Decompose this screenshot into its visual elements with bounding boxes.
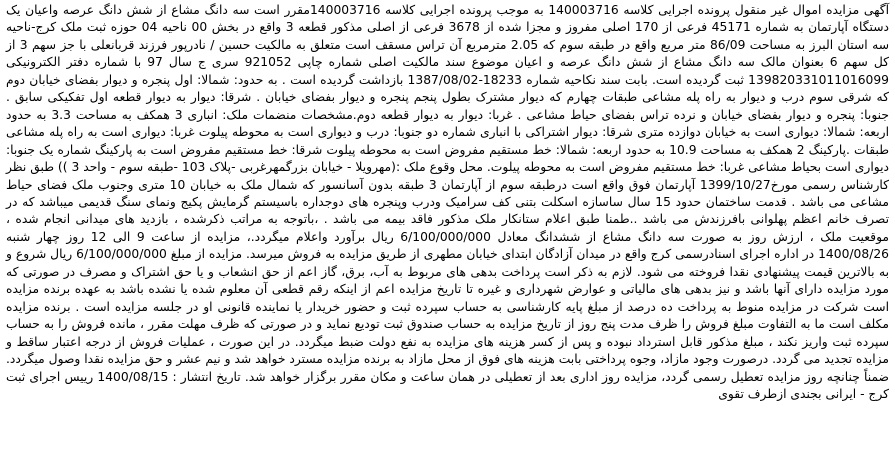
notice-body-text: آگهی مزایده اموال غیر منقول پرونده اجرایی کلاسه 140003716 به موجب پرونده اجرایی کلاسه 140003716مقرر است سه دانگ مشاع از شش دانگ عرصه واعیان یک دستگاه آپارتمان به شماره 45171 فرعی از 170 اصلی مفروز و مجزا شده از 3678 فرعی از اصلی مذکور قطعه 3 واقع در بخش 00 ناحیه 04 حوزه ثبت ملک کرج-ناحیه سه استان البرز به مساحت 86/09 متر مربع واقع در طبقه سوم که 2.05 مترمربع آن تراس مسقف است متعلق به مالکیت حسین / نادرپور فرزند قربانعلی با جز سهم 3 از کل سهم 6 بعنوان مالک سه دانگ مشاع از شش دانگ عرصه و اعیان موضوع سند مالکیت اصلی شماره چاپی 921052 سری ج سال 97 با شماره دفتر الکترونیکی 139820331011016099 ثبت گردیده است. بابت سند نکاحیه شماره 18233-1387/08/02 بازداشت گردیده است . به حدود: شمالا: اول پنجره و دیوار بفضای خیابان دوم که شرقی سوم درب و دیوار به راه پله مشاعی طبقات چهارم که دیوار مشترک بطول پنجم پنجره و دیوار بفضای خیابان . شرقا: دیوار به دیوار قطعه اول تفکیکی سابق . جنوبا: پنجره و دیوار بفضای خیابان و نرده تراس بفضای حیاط مشاعی . غربا: دیوار به دیوار قطعه دوم.مشخصات منضمات ملک: انباری 3 همکف به مساحت 3.3 به حدود اربعه: شمالا: دیواری است به خیابان دوازده متری شرقا: دیوار اشتراکی با انباری شماره دو جنوبا: درب و دیواری است به محوطه پیلوت غربا: دیواری است به راه پله مشاعی طبقات .پارکینگ 2 همکف به مساحت 10.9 به حدود اربعه: شمالا: خط مستقیم مفروض است به محوطه پیلوت شرقا: خط مستقیم مفروض است به پارکینگ شماره یک جنوبا: دیواری است بحیاط مشاعی غربا: خط مستقیم مفروض است به محوطه پیلوت. محل وقوع ملک :(مهرویلا - خیابان بزرگمهرغربی -پلاک 103 -طبقه سوم - واحد 3 )) طبق نظر کارشناس رسمی مورخ1399/10/27 آپارتمان فوق واقع است درطبقه سوم از آپارتمان 3 طبقه بدون آسانسور که شمال ملک به خیابان 10 متری وجنوب ملک فضای حیاط مشاعی می باشد . قدمت ساختمان حدود 15 سال ساسازه اسکلت بتنی کف سرامیک ودرب وپنجره های دوجداره باسیستم گرمایش پکیج ونمای سنگ قدیمی میباشد که در تصرف خانم اعظم پهلوانی بافرزندش می باشد ..طمنا طبق اعلام ستانکار ملک مذکور فاقد بیمه می باشد . ،باتوجه به مراتب ذکرشده ، بازدید های میدانی انجام شده ، موقعیت ملک ، ارزش روز به صورت سه دانگ مشاع از ششدانگ معادل 6/100/000/000 ریال برآورد واعلام میگردد.، مزایده از ساعت 9 الی 12 روز چهار شنبه 1400/08/26 در اداره اجرای اسنادرسمی کرج واقع در میدان آزادگان ابتدای خیابان مطهری از طریق مزایده به فروش میرسد. مزایده از مبلغ 6/100/000/000 ریال شروع و به بالاترین قیمت پیشنهادی نقدا فروخته می شود. لازم به ذکر است پرداخت بدهی های مربوط به آب، برق، گاز اعم از حق انشعاب و یا حق اشتراک و مصرف در صورتی که مورد مزایده دارای آنها باشد و نیز بدهی های مالیاتی و عوارض شهرداری و غیره تا تاریخ مزایده اعم از اینکه رقم قطعی آن معلوم شده یا نشده باشد به عهده برنده مزایده است شرکت در مزایده منوط به پرداخت ده درصد از مبلغ پایه کارشناسی به حساب سپرده ثبت و حضور خریدار یا نماینده قانونی او در جلسه مزایده است . برنده مزایده مکلف است ما به التفاوت مبلغ فروش را ظرف مدت پنج روز از تاریخ مزایده به حساب صندوق ثبت تودیع نماید و در صورتی که ظرف مهلت مقرر ، مانده فروش را به حساب سپرده ثبت واریز نکند ، مبلغ مذکور قابل استرداد نبوده و پس از کسر هزینه های مزایده به نفع دولت ضبط میگردد. در این صورت ، عملیات فروش از درجه اعتبار ساقط و مزایده تجدید می گردد. درصورت وجود مازاد، وجوه پرداختی بابت هزینه های فوق از محل مازاد به برنده مزایده مسترد خواهد شد و نیم عشر و حق مزایده نقدا وصول میگردد. ضمناً چنانچه روز مزایده تعطیل رسمی گردد، مزایده روز اداری بعد از تعطیلی در همان ساعت و مکان مقرر برگزار خواهد شد. تاریخ انتشار : 1400/08/15 رییس اجرای ثبت کرج - ایرانی بجندی ازطرف تقوی xyxy=(6,3,890,401)
